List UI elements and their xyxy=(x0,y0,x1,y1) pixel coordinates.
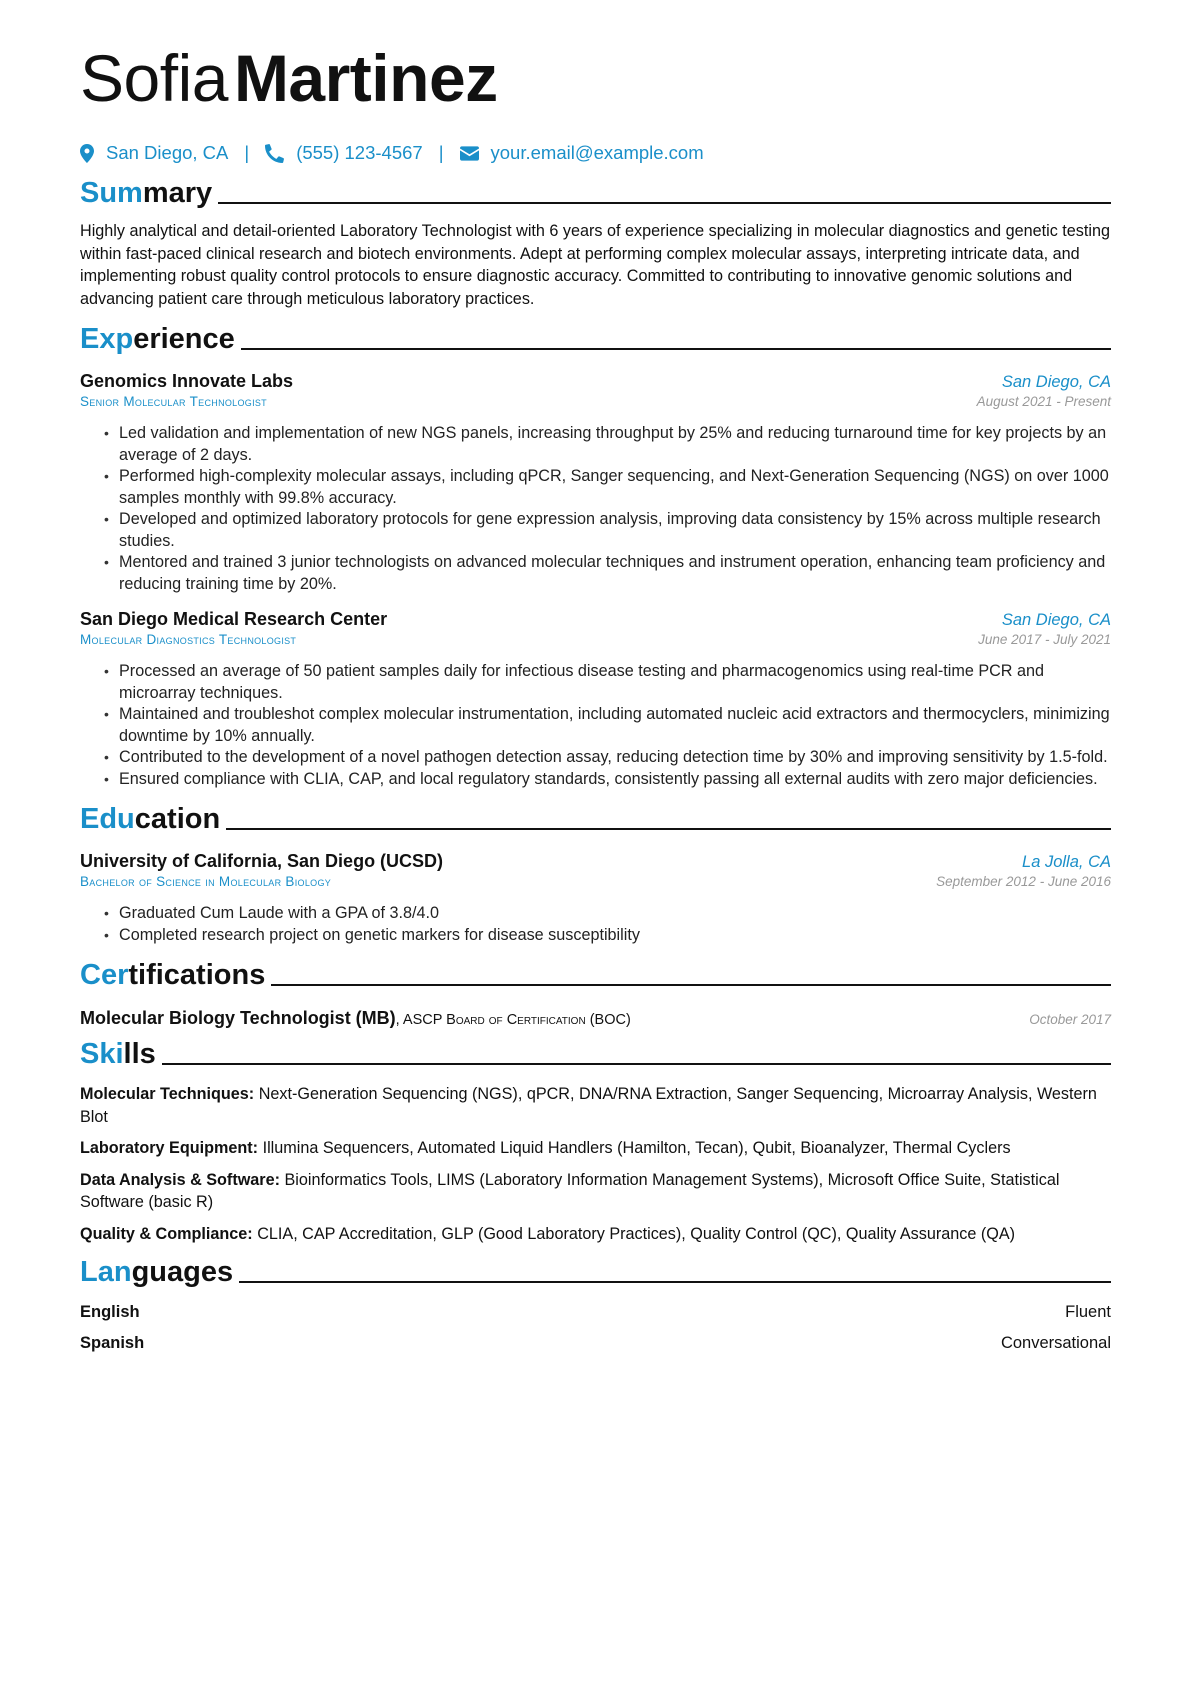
title-accent: Cer xyxy=(80,959,129,991)
degree-title: Bachelor of Science in Molecular Biology xyxy=(80,874,332,889)
first-name: Sofia xyxy=(80,41,228,115)
section-title xyxy=(80,1037,156,1071)
contact-email[interactable] xyxy=(460,142,704,164)
section-title xyxy=(80,958,265,992)
section-title xyxy=(80,176,212,210)
job-title: Molecular Diagnostics Technologist xyxy=(80,632,297,647)
contact-separator: | xyxy=(244,142,250,163)
skill-category: Data Analysis & Software: xyxy=(80,1170,281,1189)
education-dates: September 2012 - June 2016 xyxy=(936,874,1111,889)
list-item: • Completed research project on genetic markers for disease susceptibility xyxy=(119,925,1111,947)
title-rest: guages xyxy=(131,1256,234,1288)
section-title xyxy=(80,1255,233,1289)
section-header-experience xyxy=(80,322,1111,356)
language-row xyxy=(80,1301,1111,1323)
skill-category: Laboratory Equipment: xyxy=(80,1139,259,1157)
list-item: • Mentored and trained 3 junior technologists on advanced molecular techniques and instrument operation, enhancing team proficiency and reducing training time by 20%. xyxy=(119,552,1111,595)
title-accent: Ski xyxy=(80,1038,124,1070)
education-bullets xyxy=(80,903,1111,946)
list-item: • Developed and optimized laboratory protocols for gene expression analysis, improving data consistency by 15% across multiple research studies. xyxy=(119,509,1111,552)
list-item: • Maintained and troubleshot complex molecular instrumentation, including automated nucleic acid extractors and thermocyclers, minimizing downtime by 10% annually. xyxy=(119,704,1111,747)
skill-row xyxy=(80,1137,1111,1160)
skill-row xyxy=(80,1223,1111,1246)
title-rest: lls xyxy=(123,1038,156,1070)
language-row xyxy=(80,1332,1111,1354)
section-rule xyxy=(239,1281,1111,1283)
job-dates: June 2017 - July 2021 xyxy=(978,632,1111,647)
last-name: Martinez xyxy=(233,41,498,115)
section-header-languages xyxy=(80,1255,1111,1289)
list-item: • Processed an average of 50 patient samples daily for infectious disease testing and pharmacogenomics using real-time PCR and microarray techniques. xyxy=(119,661,1111,704)
certification-name: Molecular Biology Technologist (MB) xyxy=(80,1008,396,1028)
languages-list xyxy=(80,1301,1111,1354)
list-item: • Ensured compliance with CLIA, CAP, and local regulatory standards, consistently passing all external audits with zero major deficiencies. xyxy=(119,769,1111,791)
contact-phone[interactable] xyxy=(265,142,423,164)
contact-location xyxy=(80,142,228,164)
skill-row xyxy=(80,1169,1111,1214)
list-item: • Performed high-complexity molecular assays, including qPCR, Sanger sequencing, and Next-Generation Sequencing (NGS) on over 1000 samples monthly with 99.8% accuracy. xyxy=(119,466,1111,509)
skill-values: CLIA, CAP Accreditation, GLP (Good Laboratory Practices), Quality Control (QC), Quality Assurance (QA) xyxy=(252,1224,1016,1243)
title-accent: Exp xyxy=(80,323,134,355)
skill-category: Molecular Techniques: xyxy=(80,1085,255,1103)
title-accent: Sum xyxy=(80,177,143,209)
job-bullets xyxy=(80,661,1111,790)
job-dates: August 2021 - Present xyxy=(976,394,1111,409)
section-rule xyxy=(218,202,1111,204)
section-header-skills xyxy=(80,1037,1111,1071)
skill-values: Bioinformatics Tools, LIMS (Laboratory Information Management Systems), Microsoft Office Suite, Statistical Software (basic R) xyxy=(80,1170,1060,1211)
map-pin-icon xyxy=(80,144,94,163)
job-bullets xyxy=(80,423,1111,595)
contact-separator: | xyxy=(438,142,444,163)
email-text: your.email@example.com xyxy=(490,142,704,163)
contact-bar xyxy=(80,141,1111,165)
list-item: • Graduated Cum Laude with a GPA of 3.8/4.0 xyxy=(119,903,1111,925)
skills-list xyxy=(80,1083,1111,1245)
section-title xyxy=(80,802,220,836)
school-location: La Jolla, CA xyxy=(1022,853,1111,871)
education-entry xyxy=(80,851,1111,946)
section-title xyxy=(80,322,235,356)
skill-row xyxy=(80,1083,1111,1128)
language-level: Fluent xyxy=(1065,1303,1111,1321)
list-item: • Contributed to the development of a novel pathogen detection assay, reducing detection time by 30% and improving sensitivity by 1.5-fold. xyxy=(119,747,1111,769)
location-text: San Diego, CA xyxy=(106,142,229,163)
envelope-icon xyxy=(460,146,479,161)
skill-category: Quality & Compliance: xyxy=(80,1224,253,1243)
section-rule xyxy=(271,984,1111,986)
section-header-certifications xyxy=(80,958,1111,992)
phone-text: (555) 123-4567 xyxy=(296,142,423,163)
title-rest: cation xyxy=(134,803,221,835)
title-accent: Lan xyxy=(80,1256,132,1288)
summary-text: Highly analytical and detail-oriented Laboratory Technologist with 6 years of experience specializing in molecular diagnostics and genetic testing within fast-paced clinical research and biotech environments. Adept at performing complex molecular assays, interpreting intricate data, and implementing robust quality control protocols to ensure diagnostic accuracy. Committed to contributing to innovative genomic solutions and advancing patient care through meticulous laboratory practices. xyxy=(80,222,1110,308)
title-rest: tifications xyxy=(128,959,266,991)
title-rest: mary xyxy=(142,177,213,209)
list-item: • Led validation and implementation of new NGS panels, increasing throughput by 25% and reducing turnaround time for key projects by an average of 2 days. xyxy=(119,423,1111,466)
candidate-name xyxy=(80,38,1111,118)
title-rest: erience xyxy=(133,323,235,355)
skill-values: Next-Generation Sequencing (NGS), qPCR, DNA/RNA Extraction, Sanger Sequencing, Microarray Analysis, Western Blot xyxy=(80,1085,1097,1126)
section-rule xyxy=(226,828,1111,830)
phone-icon xyxy=(265,144,284,163)
job-location: San Diego, CA xyxy=(1001,611,1111,629)
job-title: Senior Molecular Technologist xyxy=(80,394,267,409)
experience-entry xyxy=(80,609,1111,790)
section-header-education xyxy=(80,802,1111,836)
title-accent: Edu xyxy=(80,803,135,835)
language-name: Spanish xyxy=(80,1334,145,1352)
certification-date: October 2017 xyxy=(1029,1012,1111,1027)
certification-entry xyxy=(80,1008,1111,1029)
section-rule xyxy=(241,348,1111,350)
language-name: English xyxy=(80,1303,140,1321)
school-name: University of California, San Diego (UCSD) xyxy=(80,851,444,871)
job-location: San Diego, CA xyxy=(1001,373,1111,391)
section-header-summary xyxy=(80,176,1111,210)
experience-entry xyxy=(80,371,1111,595)
employer-name: San Diego Medical Research Center xyxy=(80,609,388,629)
certification-issuer: , ASCP Board of Certification (BOC) xyxy=(395,1012,631,1028)
employer-name: Genomics Innovate Labs xyxy=(80,371,294,391)
skill-values: Illumina Sequencers, Automated Liquid Handlers (Hamilton, Tecan), Qubit, Bioanalyzer, Thermal Cyclers xyxy=(258,1139,1011,1157)
section-rule xyxy=(162,1063,1111,1065)
language-level: Conversational xyxy=(1000,1334,1111,1352)
